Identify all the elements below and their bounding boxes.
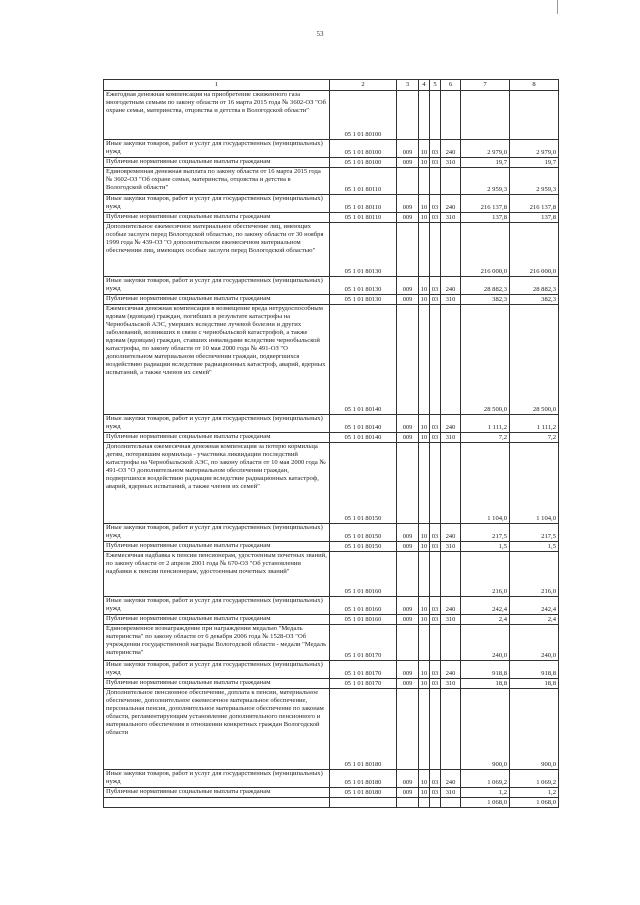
target-article-cell: 05 1 01 80140 [330, 305, 397, 415]
table-row [104, 277, 559, 295]
subsection-cell: 03 [430, 158, 441, 168]
table-row [104, 158, 559, 168]
header-cell: 1 [104, 80, 330, 91]
amount-col7-cell: 28 500,0 [461, 305, 510, 415]
amount-col8-cell: 18,8 [510, 679, 559, 689]
expense-name-cell: Иные закупки товаров, работ и услуг для государственных (муниципальных) нужд [104, 415, 330, 433]
amount-col7-cell: 2,4 [461, 615, 510, 625]
expense-name-cell: Ежегодная денежная компенсация на приобретение сжиженного газа многодетным семьям по закону области от 16 марта 2015 года № 3602-ОЗ "Об охране семьи, материнства, отцовства и детства в Вологодской области" [104, 91, 330, 140]
expense-name-cell: Дополнительная ежемесячная денежная компенсация за потерю кормильца детям, потерявшим кормильца - участника ликвидации последствий катастрофы на Чернобыльской АЭС, по закону области от 10 мая 2000 года № 491-ОЗ "О дополнительном материальном обеспечении граждан, подвергшихся воздействию радиации вследствие радиационных катастроф, аварий, ядерных испытаний, а также членов их семей" [104, 443, 330, 524]
amount-col8-cell: 7,2 [510, 433, 559, 443]
target-article-cell: 05 1 01 80150 [330, 443, 397, 524]
administrator-code-cell: 009 [397, 615, 419, 625]
subsection-cell: 03 [430, 277, 441, 295]
expense-type-cell [441, 305, 461, 415]
page-number: 53 [316, 30, 324, 38]
target-article-cell: 05 1 01 80170 [330, 625, 397, 661]
expense-name-cell: Публичные нормативные социальные выплаты гражданам [104, 433, 330, 443]
subsection-cell [430, 305, 441, 415]
section-cell [419, 798, 430, 808]
table-row [104, 305, 559, 415]
amount-col7-cell: 2 979,0 [461, 140, 510, 158]
subsection-cell [430, 443, 441, 524]
expense-name-cell: Иные закупки товаров, работ и услуг для государственных (муниципальных) нужд [104, 770, 330, 788]
section-cell: 10 [419, 213, 430, 223]
section-cell [419, 689, 430, 770]
header-cell: 8 [510, 80, 559, 91]
subsection-cell [430, 552, 441, 597]
expense-name-cell: Иные закупки товаров, работ и услуг для государственных (муниципальных) нужд [104, 524, 330, 542]
expense-name-cell: Ежемесячная надбавка к пенсии пенсионерам, удостоенным почетных званий, по закону области от 2 апреля 2001 года № 670-ОЗ "Об установлении надбавки к пенсии пенсионерам, удостоенным почетных званий" [104, 552, 330, 597]
section-cell [419, 223, 430, 277]
subsection-cell [430, 168, 441, 195]
section-cell: 10 [419, 542, 430, 552]
subsection-cell [430, 798, 441, 808]
subsection-cell [430, 689, 441, 770]
amount-col8-cell: 240,0 [510, 625, 559, 661]
amount-col7-cell: 1 111,2 [461, 415, 510, 433]
administrator-code-cell [397, 223, 419, 277]
administrator-code-cell: 009 [397, 524, 419, 542]
administrator-code-cell: 009 [397, 661, 419, 679]
scan-mark [557, 0, 558, 14]
table-row [104, 195, 559, 213]
table-row [104, 295, 559, 305]
amount-col7-cell: 1,2 [461, 788, 510, 798]
amount-col8-cell: 19,7 [510, 158, 559, 168]
amount-col7-cell: 137,8 [461, 213, 510, 223]
amount-col7-cell: 242,4 [461, 597, 510, 615]
expense-type-cell: 240 [441, 524, 461, 542]
table-row [104, 415, 559, 433]
expense-name-cell: Иные закупки товаров, работ и услуг для государственных (муниципальных) нужд [104, 277, 330, 295]
expense-name-cell: Дополнительное пенсионное обеспечение, доплата к пенсии, материальное обеспечение, дополнительное ежемесячное материальное обеспечение, персональная пенсия, дополнительное материальное обеспечение по законам области, регламентирующим установление дополнительного пенсионного и материального обеспечения в отношении конкретных граждан Вологодской области [104, 689, 330, 770]
amount-col8-cell: 1 111,2 [510, 415, 559, 433]
amount-col8-cell: 382,3 [510, 295, 559, 305]
expense-type-cell: 310 [441, 158, 461, 168]
administrator-code-cell: 009 [397, 158, 419, 168]
amount-col7-cell: 216,0 [461, 552, 510, 597]
administrator-code-cell: 009 [397, 415, 419, 433]
expense-name-cell: Публичные нормативные социальные выплаты гражданам [104, 158, 330, 168]
amount-col7-cell: 7,2 [461, 433, 510, 443]
target-article-cell: 05 1 01 80150 [330, 524, 397, 542]
amount-col8-cell: 1,2 [510, 788, 559, 798]
table-row [104, 597, 559, 615]
table-row [104, 524, 559, 542]
amount-col7-cell: 2 959,3 [461, 168, 510, 195]
target-article-cell: 05 1 01 80160 [330, 615, 397, 625]
amount-col8-cell: 2,4 [510, 615, 559, 625]
amount-col8-cell: 216,0 [510, 552, 559, 597]
header-cell: 2 [330, 80, 397, 91]
section-cell: 10 [419, 140, 430, 158]
target-article-cell: 05 1 01 80170 [330, 679, 397, 689]
amount-col7-cell: 240,0 [461, 625, 510, 661]
administrator-code-cell: 009 [397, 295, 419, 305]
expense-name-cell: Иные закупки товаров, работ и услуг для государственных (муниципальных) нужд [104, 661, 330, 679]
expense-name-cell: Публичные нормативные социальные выплаты гражданам [104, 679, 330, 689]
subsection-cell: 03 [430, 524, 441, 542]
administrator-code-cell: 009 [397, 433, 419, 443]
table-row [104, 615, 559, 625]
administrator-code-cell: 009 [397, 597, 419, 615]
table-row [104, 770, 559, 788]
expense-name-cell: Ежемесячная денежная компенсация в возмещение вреда нетрудоспособным вдовам (вдовцам) граждан, погибших в результате катастрофы на Чернобыльской АЭС, умерших вследствие лучевой болезни и других заболеваний, возникших в связи с чернобыльской катастрофой, а также вдовам (вдовцам) граждан, ставших инвалидами вследствие чернобыльской катастрофы, по закону области от 10 мая 2000 года № 491-ОЗ "О дополнительном материальном обеспечении граждан, подвергшихся воздействию радиации вследствие радиационных катастроф, аварий, ядерных испытаний, а также членов их семей" [104, 305, 330, 415]
amount-col7-cell: 28 882,3 [461, 277, 510, 295]
expense-name-cell: Публичные нормативные социальные выплаты гражданам [104, 295, 330, 305]
expense-type-cell: 310 [441, 213, 461, 223]
target-article-cell: 05 1 01 80180 [330, 689, 397, 770]
administrator-code-cell: 009 [397, 277, 419, 295]
amount-col8-cell: 918,8 [510, 661, 559, 679]
header-cell: 3 [397, 80, 419, 91]
amount-col8-cell: 2 979,0 [510, 140, 559, 158]
amount-col8-cell: 28 500,0 [510, 305, 559, 415]
table-row [104, 168, 559, 195]
target-article-cell: 05 1 01 80130 [330, 295, 397, 305]
table-row [104, 679, 559, 689]
amount-col8-cell: 216 000,0 [510, 223, 559, 277]
section-cell [419, 305, 430, 415]
expense-type-cell: 240 [441, 661, 461, 679]
amount-col7-cell: 1 069,2 [461, 770, 510, 788]
amount-col8-cell: 1,5 [510, 542, 559, 552]
section-cell [419, 443, 430, 524]
administrator-code-cell [397, 443, 419, 524]
section-cell: 10 [419, 277, 430, 295]
expense-name-cell [104, 798, 330, 808]
section-cell [419, 552, 430, 597]
amount-col7-cell: 19,7 [461, 158, 510, 168]
expense-type-cell: 240 [441, 770, 461, 788]
header-row [104, 80, 559, 91]
expense-type-cell: 240 [441, 140, 461, 158]
table-row [104, 542, 559, 552]
administrator-code-cell: 009 [397, 542, 419, 552]
amount-col8-cell: 216 137,8 [510, 195, 559, 213]
expense-type-cell [441, 798, 461, 808]
administrator-code-cell [397, 625, 419, 661]
section-cell: 10 [419, 679, 430, 689]
administrator-code-cell [397, 689, 419, 770]
amount-col8-cell: 1 068,0 [510, 798, 559, 808]
table-row [104, 661, 559, 679]
expense-type-cell: 310 [441, 679, 461, 689]
section-cell: 10 [419, 415, 430, 433]
section-cell: 10 [419, 615, 430, 625]
subsection-cell: 03 [430, 661, 441, 679]
target-article-cell: 05 1 01 80100 [330, 91, 397, 140]
expense-type-cell: 240 [441, 277, 461, 295]
subsection-cell: 03 [430, 213, 441, 223]
amount-col7-cell: 918,8 [461, 661, 510, 679]
expense-name-cell: Иные закупки товаров, работ и услуг для государственных (муниципальных) нужд [104, 597, 330, 615]
table-row [104, 213, 559, 223]
expense-name-cell: Публичные нормативные социальные выплаты гражданам [104, 615, 330, 625]
amount-col7-cell: 216 137,8 [461, 195, 510, 213]
amount-col8-cell [510, 91, 559, 140]
expense-name-cell: Единовременная денежная выплата по закону области от 16 марта 2015 года № 3602-ОЗ "Об охране семьи, материнства, отцовства и детства в Вологодской области" [104, 168, 330, 195]
administrator-code-cell: 009 [397, 140, 419, 158]
section-cell: 10 [419, 158, 430, 168]
amount-col8-cell: 217,5 [510, 524, 559, 542]
subsection-cell: 03 [430, 140, 441, 158]
target-article-cell: 05 1 01 80140 [330, 415, 397, 433]
expense-name-cell: Дополнительное ежемесячное материальное обеспечение лиц, имеющих особые заслуги перед Вологодской областью, по закону области от 30 ноября 1999 года № 439-ОЗ "О дополнительном ежемесячном материальном обеспечении лиц, имеющих особые заслуги перед Вологодской областью" [104, 223, 330, 277]
target-article-cell: 05 1 01 80160 [330, 597, 397, 615]
target-article-cell: 05 1 01 80100 [330, 140, 397, 158]
subsection-cell: 03 [430, 295, 441, 305]
table-row [104, 140, 559, 158]
expense-type-cell: 310 [441, 615, 461, 625]
expense-type-cell [441, 552, 461, 597]
table-row [104, 552, 559, 597]
section-cell: 10 [419, 524, 430, 542]
amount-col7-cell: 382,3 [461, 295, 510, 305]
subsection-cell: 03 [430, 597, 441, 615]
header-cell: 7 [461, 80, 510, 91]
expense-name-cell: Публичные нормативные социальные выплаты гражданам [104, 213, 330, 223]
amount-col7-cell: 217,5 [461, 524, 510, 542]
subsection-cell: 03 [430, 415, 441, 433]
target-article-cell: 05 1 01 80110 [330, 213, 397, 223]
expense-type-cell: 310 [441, 295, 461, 305]
table-row [104, 788, 559, 798]
budget-table [103, 79, 559, 808]
amount-col8-cell: 1 104,0 [510, 443, 559, 524]
section-cell [419, 168, 430, 195]
administrator-code-cell: 009 [397, 679, 419, 689]
section-cell: 10 [419, 788, 430, 798]
target-article-cell: 05 1 01 80130 [330, 277, 397, 295]
table-row [104, 91, 559, 140]
header-cell: 6 [441, 80, 461, 91]
expense-type-cell [441, 689, 461, 770]
administrator-code-cell: 009 [397, 788, 419, 798]
administrator-code-cell: 009 [397, 770, 419, 788]
administrator-code-cell: 009 [397, 195, 419, 213]
table-row [104, 433, 559, 443]
amount-col8-cell: 242,4 [510, 597, 559, 615]
subsection-cell [430, 91, 441, 140]
expense-name-cell: Публичные нормативные социальные выплаты гражданам [104, 542, 330, 552]
section-cell [419, 91, 430, 140]
expense-name-cell: Иные закупки товаров, работ и услуг для государственных (муниципальных) нужд [104, 195, 330, 213]
table-row [104, 223, 559, 277]
target-article-cell: 05 1 01 80170 [330, 661, 397, 679]
table-row [104, 689, 559, 770]
amount-col7-cell: 1 104,0 [461, 443, 510, 524]
expense-type-cell [441, 223, 461, 277]
expense-name-cell: Публичные нормативные социальные выплаты гражданам [104, 788, 330, 798]
subsection-cell [430, 223, 441, 277]
subsection-cell: 03 [430, 679, 441, 689]
subsection-cell: 03 [430, 195, 441, 213]
section-cell: 10 [419, 597, 430, 615]
target-article-cell [330, 798, 397, 808]
target-article-cell: 05 1 01 80180 [330, 770, 397, 788]
target-article-cell: 05 1 01 80180 [330, 788, 397, 798]
expense-type-cell: 310 [441, 433, 461, 443]
section-cell [419, 625, 430, 661]
subsection-cell: 03 [430, 542, 441, 552]
subsection-cell: 03 [430, 433, 441, 443]
administrator-code-cell [397, 305, 419, 415]
amount-col7-cell: 216 000,0 [461, 223, 510, 277]
section-cell: 10 [419, 433, 430, 443]
administrator-code-cell [397, 168, 419, 195]
expense-type-cell: 240 [441, 415, 461, 433]
expense-type-cell [441, 625, 461, 661]
expense-type-cell: 240 [441, 195, 461, 213]
administrator-code-cell [397, 91, 419, 140]
target-article-cell: 05 1 01 80110 [330, 168, 397, 195]
target-article-cell: 05 1 01 80140 [330, 433, 397, 443]
amount-col8-cell: 900,0 [510, 689, 559, 770]
target-article-cell: 05 1 01 80100 [330, 158, 397, 168]
section-cell: 10 [419, 661, 430, 679]
table-row [104, 625, 559, 661]
amount-col7-cell: 18,8 [461, 679, 510, 689]
target-article-cell: 05 1 01 80150 [330, 542, 397, 552]
expense-type-cell: 310 [441, 542, 461, 552]
section-cell: 10 [419, 295, 430, 305]
administrator-code-cell [397, 552, 419, 597]
expense-type-cell [441, 443, 461, 524]
table-row [104, 798, 559, 808]
amount-col7-cell: 1,5 [461, 542, 510, 552]
expense-name-cell: Единовременное вознаграждение при награждении медалью "Медаль материнства" по закону области от 6 декабря 2006 года № 1528-ОЗ "Об учреждении государственной награды Вологодской области - медали "Медаль материнства" [104, 625, 330, 661]
amount-col8-cell: 137,8 [510, 213, 559, 223]
amount-col7-cell [461, 91, 510, 140]
amount-col8-cell: 28 882,3 [510, 277, 559, 295]
section-cell: 10 [419, 195, 430, 213]
header-cell: 4 [419, 80, 430, 91]
amount-col8-cell: 1 069,2 [510, 770, 559, 788]
expense-type-cell [441, 168, 461, 195]
subsection-cell: 03 [430, 615, 441, 625]
subsection-cell [430, 625, 441, 661]
amount-col7-cell: 1 068,0 [461, 798, 510, 808]
target-article-cell: 05 1 01 80160 [330, 552, 397, 597]
expense-type-cell: 240 [441, 597, 461, 615]
amount-col7-cell: 900,0 [461, 689, 510, 770]
table-row [104, 443, 559, 524]
expense-type-cell [441, 91, 461, 140]
subsection-cell: 03 [430, 770, 441, 788]
expense-type-cell: 310 [441, 788, 461, 798]
target-article-cell: 05 1 01 80110 [330, 195, 397, 213]
subsection-cell: 03 [430, 788, 441, 798]
administrator-code-cell [397, 798, 419, 808]
section-cell: 10 [419, 770, 430, 788]
target-article-cell: 05 1 01 80130 [330, 223, 397, 277]
administrator-code-cell: 009 [397, 213, 419, 223]
expense-name-cell: Иные закупки товаров, работ и услуг для государственных (муниципальных) нужд [104, 140, 330, 158]
amount-col8-cell: 2 959,3 [510, 168, 559, 195]
header-cell: 5 [430, 80, 441, 91]
